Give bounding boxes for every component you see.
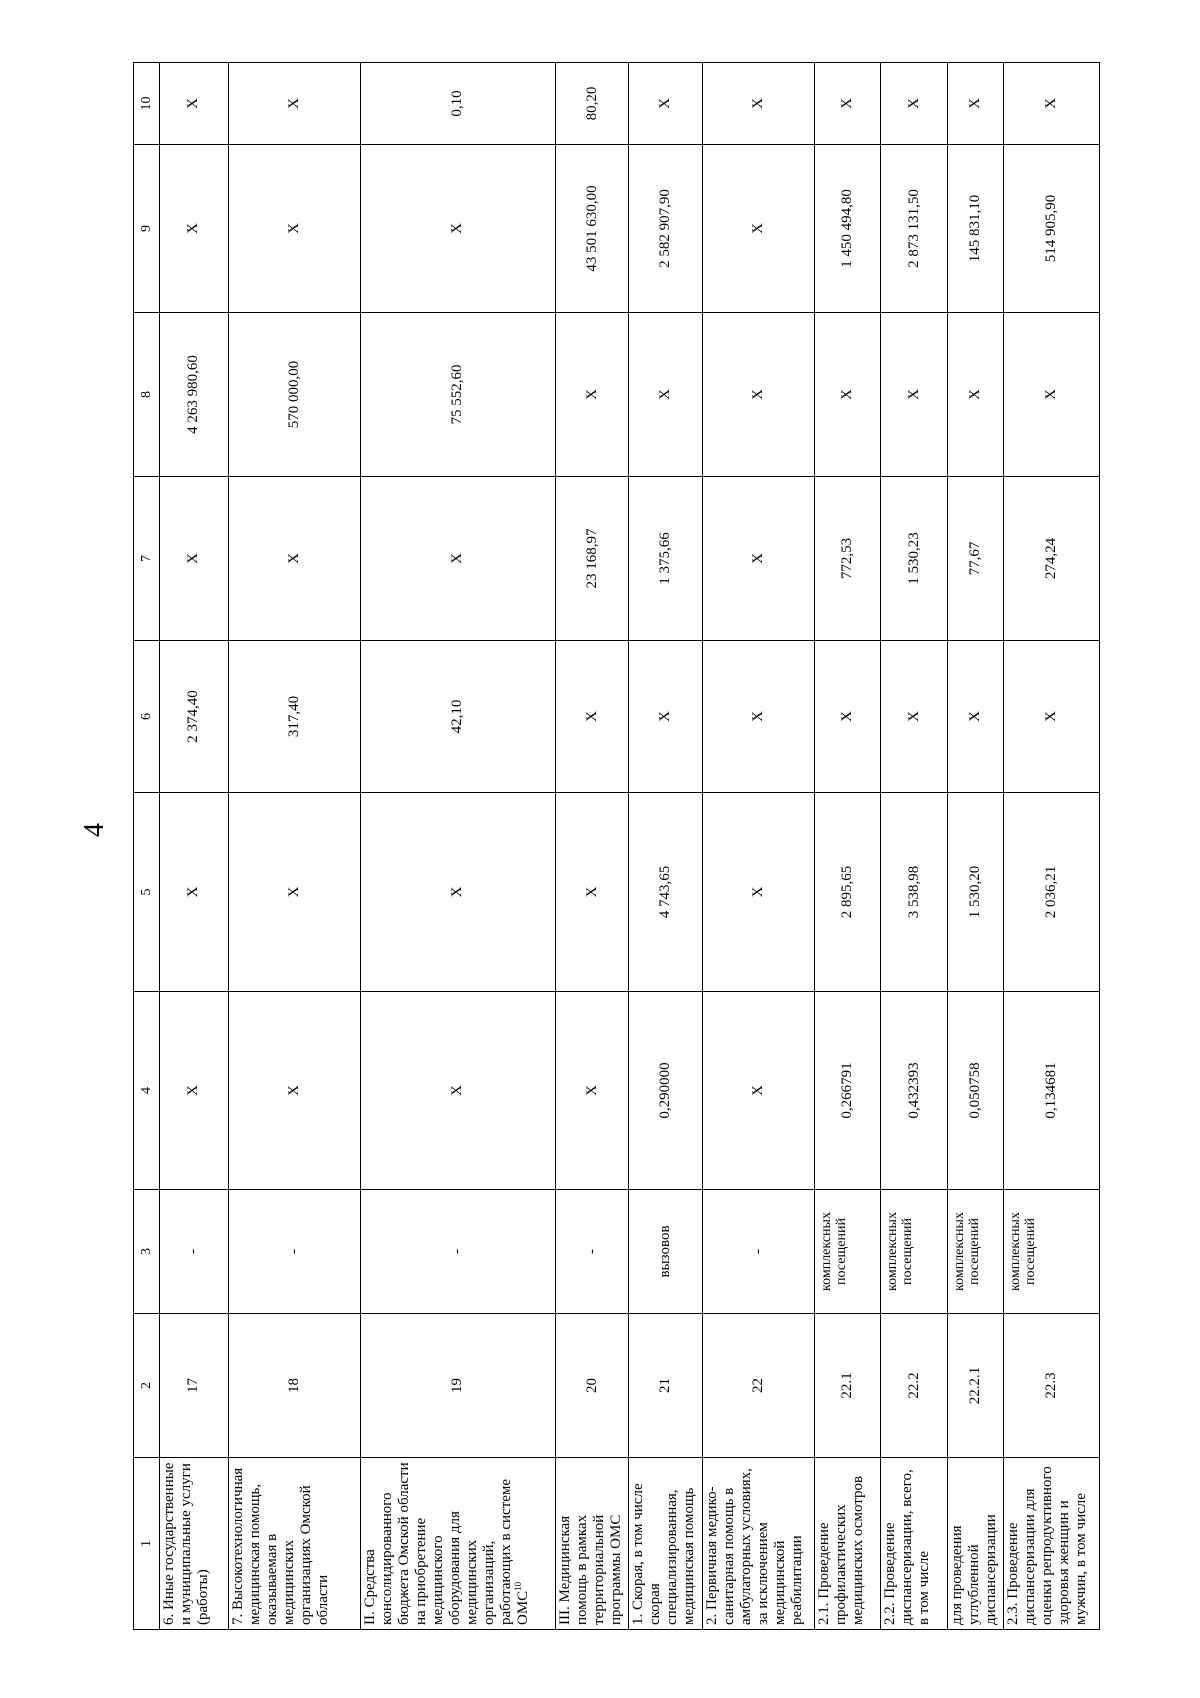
page-number: 4 — [79, 823, 110, 837]
value-cell-c7: 772,53 — [814, 477, 881, 641]
row-name-text: 1. Скорая, в том числе скорая специализированная, медицинская помощь — [630, 1483, 698, 1625]
value-cell-c6: X — [1004, 641, 1100, 793]
value-cell-c5: 2 036,21 — [1004, 793, 1100, 992]
column-number: 5 — [134, 793, 160, 992]
table-row — [881, 63, 948, 1630]
row-name — [947, 1458, 1003, 1630]
table-row — [360, 63, 555, 1630]
value-cell-c9: 2 873 131,50 — [881, 145, 948, 313]
value-cell-c9: 145 831,10 — [947, 145, 1003, 313]
unit-of-measure: - — [360, 1190, 555, 1314]
value-cell-c7: X — [228, 477, 360, 641]
value-cell-c4: 0,050758 — [947, 992, 1003, 1190]
value-cell-c8: X — [947, 313, 1003, 477]
row-name-text: 7. Высокотехнологичная медицинская помощь, оказываемая в медицинских организациях Омской области — [229, 1467, 331, 1625]
value-cell-c10: X — [881, 63, 948, 145]
unit-of-measure: комплексных посещений — [814, 1190, 881, 1314]
unit-of-measure: - — [160, 1190, 229, 1314]
value-cell-c8: 75 552,60 — [360, 313, 555, 477]
line-number: 22.3 — [1004, 1314, 1100, 1458]
value-cell-c8: X — [1004, 313, 1100, 477]
value-cell-c5: 3 538,98 — [881, 793, 948, 992]
line-number: 22.2 — [881, 1314, 948, 1458]
value-cell-c7: X — [160, 477, 229, 641]
column-number: 2 — [134, 1314, 160, 1458]
value-cell-c4: X — [555, 992, 629, 1190]
column-number: 8 — [134, 313, 160, 477]
row-name — [703, 1458, 814, 1630]
value-cell-c8: X — [555, 313, 629, 477]
table-row — [228, 63, 360, 1630]
row-name — [555, 1458, 629, 1630]
line-number: 17 — [160, 1314, 229, 1458]
row-name — [160, 1458, 229, 1630]
row-name — [881, 1458, 948, 1630]
row-name-text: 6. Иные государственные и муниципальные услуги (работы) — [161, 1462, 212, 1625]
row-name — [360, 1458, 555, 1630]
value-cell-c7: 23 168,97 — [555, 477, 629, 641]
table-row — [555, 63, 629, 1630]
footnote-marker: 10 — [512, 1581, 523, 1591]
unit-of-measure: вызовов — [629, 1190, 703, 1314]
value-cell-c5: 1 530,20 — [947, 793, 1003, 992]
line-number: 18 — [228, 1314, 360, 1458]
value-cell-c9: 1 450 494,80 — [814, 145, 881, 313]
value-cell-c4: X — [703, 992, 814, 1190]
table-row — [703, 63, 814, 1630]
unit-of-measure: комплексных посещений — [947, 1190, 1003, 1314]
value-cell-c8: X — [814, 313, 881, 477]
value-cell-c10: X — [947, 63, 1003, 145]
table-body — [134, 63, 1100, 1630]
row-name-text: для проведения углубленной диспансеризации — [948, 1514, 999, 1625]
row-name-text: 2. Первичная медико-санитарная помощь в амбулаторных условиях, за исключением медицинской реабилитации — [704, 1468, 806, 1625]
value-cell-c4: 0,266791 — [814, 992, 881, 1190]
value-cell-c6: 317,40 — [228, 641, 360, 793]
value-cell-c10: 80,20 — [555, 63, 629, 145]
row-name-text: 2.2. Проведение диспансеризации, всего, в том числе — [882, 1469, 933, 1625]
value-cell-c6: X — [814, 641, 881, 793]
value-cell-c10: X — [160, 63, 229, 145]
value-cell-c4: X — [360, 992, 555, 1190]
line-number: 20 — [555, 1314, 629, 1458]
line-number: 22.1 — [814, 1314, 881, 1458]
value-cell-c6: X — [629, 641, 703, 793]
value-cell-c7: 77,67 — [947, 477, 1003, 641]
value-cell-c4: X — [160, 992, 229, 1190]
unit-of-measure: комплексных посещений — [881, 1190, 948, 1314]
value-cell-c7: X — [360, 477, 555, 641]
row-name-text: III. Медицинская помощь в рамках территориальной программы ОМС — [556, 1514, 624, 1625]
value-cell-c10: 0,10 — [360, 63, 555, 145]
value-cell-c7: X — [703, 477, 814, 641]
value-cell-c10: X — [703, 63, 814, 145]
value-cell-c6: 42,10 — [360, 641, 555, 793]
line-number: 22 — [703, 1314, 814, 1458]
unit-of-measure: - — [555, 1190, 629, 1314]
value-cell-c8: 4 263 980,60 — [160, 313, 229, 477]
value-cell-c7: 1 530,23 — [881, 477, 948, 641]
value-cell-c9: 2 582 907,90 — [629, 145, 703, 313]
value-cell-c4: 0,290000 — [629, 992, 703, 1190]
value-cell-c6: X — [555, 641, 629, 793]
value-cell-c8: 570 000,00 — [228, 313, 360, 477]
row-name-text: 2.3. Проведение диспансеризации для оценки репродуктивного здоровья женщин и мужчин, в том числе — [1005, 1466, 1090, 1625]
value-cell-c10: X — [814, 63, 881, 145]
value-cell-c9: X — [160, 145, 229, 313]
value-cell-c8: X — [629, 313, 703, 477]
table-row — [629, 63, 703, 1630]
table-row — [1004, 63, 1100, 1630]
value-cell-c5: X — [360, 793, 555, 992]
value-cell-c4: X — [228, 992, 360, 1190]
value-cell-c9: X — [703, 145, 814, 313]
value-cell-c6: 2 374,40 — [160, 641, 229, 793]
value-cell-c5: 4 743,65 — [629, 793, 703, 992]
column-number: 4 — [134, 992, 160, 1190]
value-cell-c5: X — [228, 793, 360, 992]
value-cell-c7: 1 375,66 — [629, 477, 703, 641]
row-name-text: 2.1. Проведение профилактических медицинских осмотров — [815, 1475, 866, 1625]
row-name — [1004, 1458, 1100, 1630]
value-cell-c10: X — [629, 63, 703, 145]
value-cell-c5: X — [160, 793, 229, 992]
value-cell-c5: 2 895,65 — [814, 793, 881, 992]
value-cell-c9: X — [228, 145, 360, 313]
value-cell-c4: 0,432393 — [881, 992, 948, 1190]
line-number: 19 — [360, 1314, 555, 1458]
row-name-text: II. Средства консолидированного бюджета Омской области на приобретение медицинского оборудования для медицинских организаций, работающих в системе ОМС — [361, 1462, 531, 1625]
table-row — [947, 63, 1003, 1630]
column-number: 3 — [134, 1190, 160, 1314]
row-name — [629, 1458, 703, 1630]
value-cell-c10: X — [228, 63, 360, 145]
column-number: 10 — [134, 63, 160, 145]
financing-table — [133, 62, 1100, 1630]
value-cell-c6: X — [881, 641, 948, 793]
value-cell-c5: X — [703, 793, 814, 992]
column-number: 7 — [134, 477, 160, 641]
unit-of-measure: комплексных посещений — [1004, 1190, 1100, 1314]
table-row — [814, 63, 881, 1630]
column-number: 9 — [134, 145, 160, 313]
value-cell-c9: X — [360, 145, 555, 313]
row-name — [228, 1458, 360, 1630]
value-cell-c6: X — [703, 641, 814, 793]
value-cell-c6: X — [947, 641, 1003, 793]
line-number: 21 — [629, 1314, 703, 1458]
value-cell-c5: X — [555, 793, 629, 992]
row-name — [814, 1458, 881, 1630]
value-cell-c7: 274,24 — [1004, 477, 1100, 641]
column-number-row — [134, 63, 160, 1630]
line-number: 22.2.1 — [947, 1314, 1003, 1458]
value-cell-c9: 514 905,90 — [1004, 145, 1100, 313]
column-number: 6 — [134, 641, 160, 793]
unit-of-measure: - — [703, 1190, 814, 1314]
value-cell-c8: X — [703, 313, 814, 477]
column-number: 1 — [134, 1458, 160, 1630]
value-cell-c4: 0,134681 — [1004, 992, 1100, 1190]
unit-of-measure: - — [228, 1190, 360, 1314]
value-cell-c9: 43 501 630,00 — [555, 145, 629, 313]
value-cell-c10: X — [1004, 63, 1100, 145]
value-cell-c8: X — [881, 313, 948, 477]
rotated-table-wrapper — [133, 63, 1100, 1630]
table-row — [160, 63, 229, 1630]
